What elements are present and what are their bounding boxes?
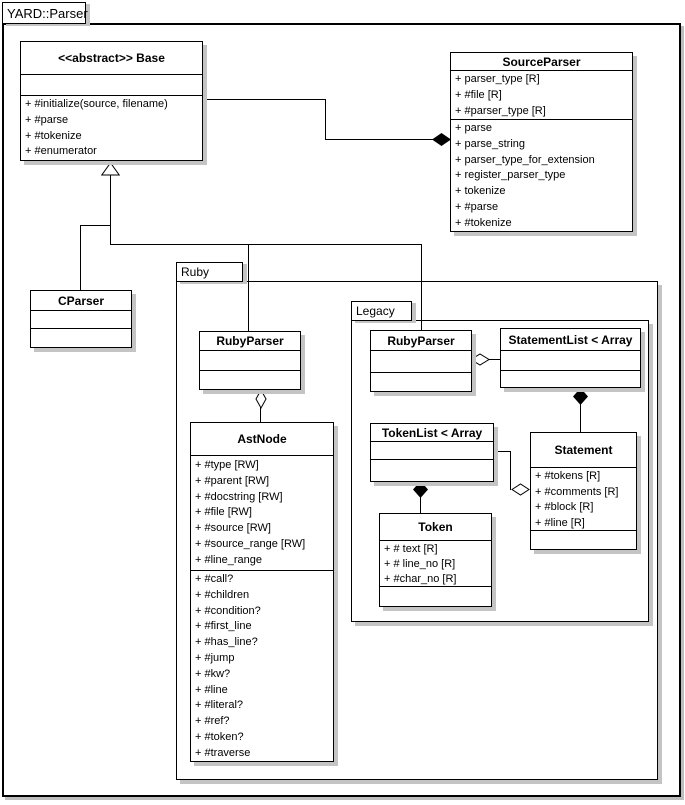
attributes-compartment — [200, 351, 300, 371]
methods-compartment — [31, 329, 131, 347]
attributes-compartment — [371, 442, 493, 460]
attributes-compartment — [451, 71, 632, 120]
package-tab-ruby — [176, 262, 243, 282]
member-row: + #parser_type [R] — [455, 104, 546, 117]
member-row: + #tokenize — [455, 216, 512, 229]
member-row: + parse_string — [455, 137, 526, 150]
aggregation-diamond-rubyparser-astnode — [255, 389, 267, 409]
package-label-ruby: Ruby — [181, 265, 210, 279]
member-row: + #literal? — [195, 699, 244, 712]
methods-compartment — [371, 460, 493, 481]
member-row: + #parent [RW] — [195, 474, 270, 487]
methods-compartment — [501, 371, 640, 387]
generalization-line-cparser — [80, 225, 81, 290]
methods-compartment — [371, 373, 471, 391]
member-row: + parse — [455, 122, 492, 134]
class-box-base — [20, 41, 203, 161]
attributes-compartment — [31, 311, 131, 329]
inheritance-triangle-base — [101, 162, 120, 176]
member-row: + #comments [R] — [535, 485, 619, 498]
package-label-legacy: Legacy — [356, 304, 395, 318]
aggregation-diamond-rubyparser-statementlist — [470, 353, 490, 366]
member-row: + parser_type [R] — [455, 73, 540, 85]
member-row: + #docstring [RW] — [195, 490, 283, 503]
member-row: + #has_line? — [195, 636, 258, 649]
aggregation-line-rubyparser-astnode — [260, 407, 261, 422]
methods-compartment — [191, 571, 333, 761]
methods-compartment — [200, 371, 300, 389]
aggregation-line-statement-tokenlist — [492, 451, 510, 452]
diagram-title: YARD::Parser — [7, 6, 88, 21]
member-row: + #enumerator — [25, 145, 97, 158]
diagram-title-tab — [2, 2, 86, 24]
class-box-tokenlist — [370, 423, 494, 482]
member-row: + #parse — [455, 200, 499, 213]
aggregation-diamond-statement-tokenlist — [511, 483, 530, 496]
class-title: StatementList < Array — [501, 329, 640, 351]
class-box-legacy-rubyparser — [370, 330, 472, 392]
attributes-compartment — [191, 456, 333, 571]
composition-diamond-sourceparser — [432, 133, 451, 146]
attributes-compartment — [371, 351, 471, 373]
member-row: + # line_no [R] — [384, 558, 456, 570]
generalization-line-branch — [110, 244, 422, 245]
class-box-statement — [530, 432, 637, 550]
member-row: + #line_range — [195, 553, 262, 566]
class-box-token — [379, 513, 492, 607]
member-row: + #traverse — [195, 746, 251, 759]
class-title: Token — [380, 514, 491, 541]
attributes-compartment — [380, 541, 491, 587]
class-title: RubyParser — [200, 332, 300, 351]
member-row: + #source_range [RW] — [195, 537, 306, 550]
member-row: + #file [RW] — [195, 506, 252, 519]
member-row: + #type [RW] — [195, 459, 259, 471]
member-row: + #jump — [195, 651, 235, 664]
generalization-line-legacy-rubyparser — [421, 244, 422, 330]
member-row: + #block [R] — [535, 501, 594, 513]
member-row: + #tokens [R] — [535, 470, 601, 482]
member-row: + # text [R] — [384, 543, 438, 555]
class-title: RubyParser — [371, 331, 471, 351]
member-row: + #line [R] — [535, 516, 585, 529]
generalization-line-trunk — [110, 175, 111, 245]
member-row: + register_parser_type — [455, 169, 566, 182]
methods-compartment — [21, 96, 202, 160]
package-tab-legacy — [351, 301, 412, 321]
composition-line-statementlist-statement — [580, 403, 581, 432]
class-title: CParser — [31, 291, 131, 311]
attributes-compartment — [501, 351, 640, 371]
member-row: + #first_line — [195, 620, 252, 633]
class-box-astnode — [190, 422, 334, 762]
composition-line-base-sourceparser — [325, 99, 326, 140]
attributes-compartment — [531, 468, 636, 531]
methods-compartment — [451, 120, 632, 231]
member-row: + #char_no [R] — [384, 573, 457, 585]
attributes-compartment — [21, 75, 202, 96]
class-box-source-parser — [450, 52, 633, 232]
composition-line-base-sourceparser — [201, 99, 326, 100]
methods-compartment — [380, 587, 491, 606]
class-title: <<abstract>> Base — [21, 42, 202, 75]
member-row: + #kw? — [195, 667, 231, 680]
class-title: SourceParser — [451, 53, 632, 71]
class-box-cparser — [30, 290, 132, 348]
class-box-statementlist — [500, 328, 641, 388]
generalization-line-cparser — [80, 225, 111, 226]
member-row: + #line — [195, 683, 228, 696]
member-row: + #file [R] — [455, 88, 502, 101]
member-row: + #ref? — [195, 715, 230, 728]
class-title: AstNode — [191, 423, 333, 456]
member-row: + #children — [195, 588, 250, 601]
composition-line-base-sourceparser — [325, 139, 433, 140]
aggregation-line-rubyparser-statementlist — [489, 359, 500, 360]
composition-line-tokenlist-token — [420, 496, 421, 513]
class-title: TokenList < Array — [371, 424, 493, 442]
member-row: + #token? — [195, 730, 244, 743]
member-row: + parser_type_for_extension — [455, 153, 595, 166]
member-row: + #source [RW] — [195, 522, 271, 535]
member-row: + #tokenize — [25, 129, 82, 142]
member-row: + #initialize(source, filename) — [25, 98, 168, 110]
member-row: + tokenize — [455, 185, 506, 198]
member-row: + #condition? — [195, 604, 261, 617]
class-box-ruby-rubyparser — [199, 331, 301, 390]
methods-compartment — [531, 531, 636, 549]
class-title: Statement — [531, 433, 636, 468]
member-row: + #call? — [195, 573, 234, 585]
member-row: + #parse — [25, 113, 69, 126]
generalization-line-ruby-rubyparser — [248, 244, 249, 331]
